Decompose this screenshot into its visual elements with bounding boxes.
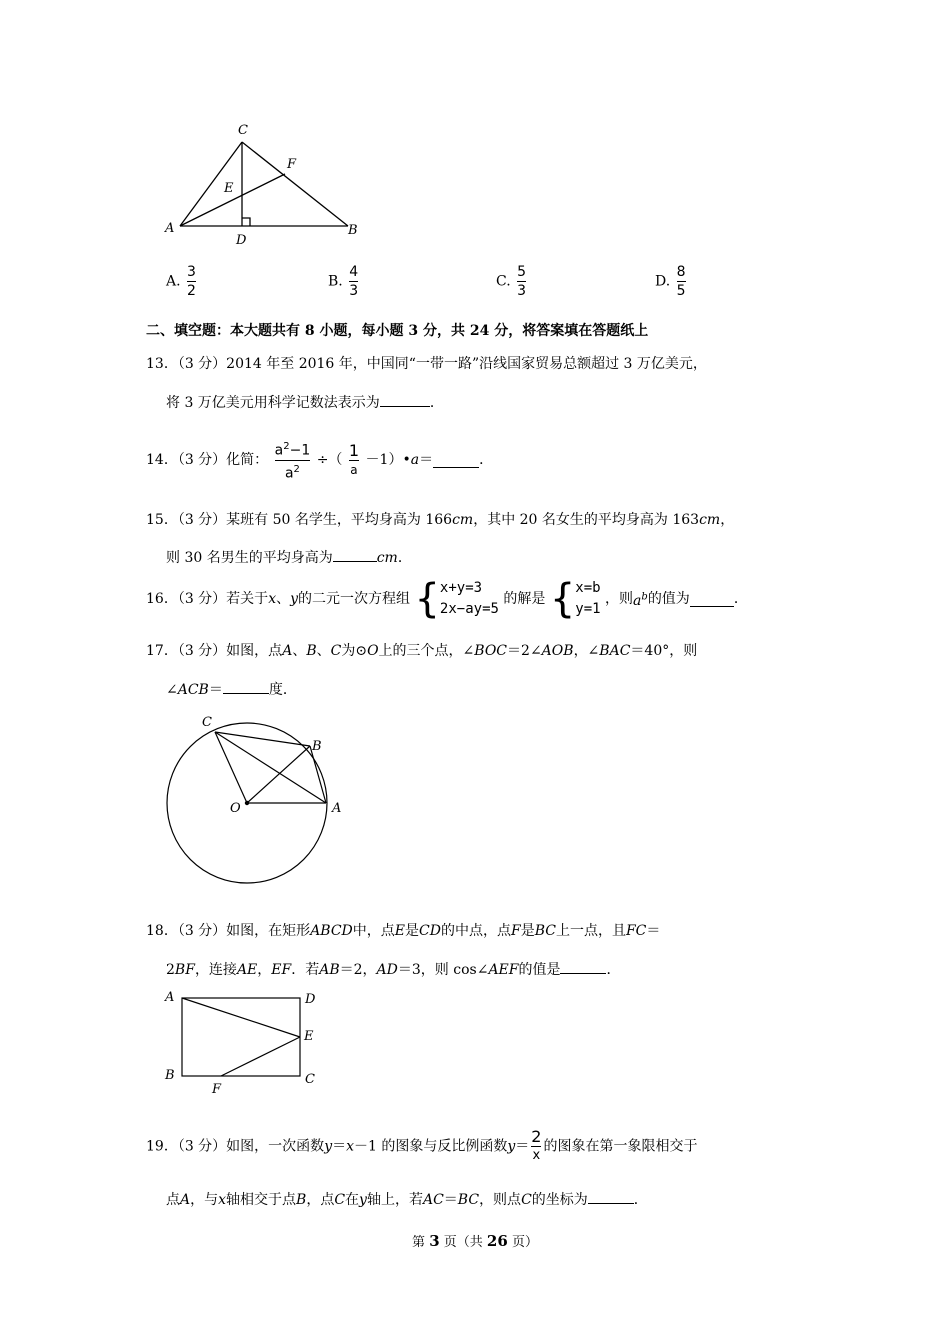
q12-option-a[interactable]: A. $\frac{3}{2}$: [166, 264, 196, 299]
q18-line1: 18．（3 分）如图，在矩形ABCD中，点E是CD的中点，点F是BC上一点，且FC＝: [146, 923, 661, 939]
fig18-label-a: A: [165, 990, 175, 1005]
q15-line1: 15．（3 分）某班有 50 名学生，平均身高为 166cm，其中 20 名女生的平均身高为 163cm，: [146, 512, 735, 528]
q19-line1: 19．（3 分）如图，一次函数y＝x－1 的图象与反比例函数y＝ $\frac{2}{x}$ 的图象在第一象限相交于: [146, 1127, 698, 1163]
fig18-label-f: F: [212, 1082, 222, 1097]
footer-page-number: 3: [429, 1232, 440, 1250]
q14-answer-blank[interactable]: [433, 453, 479, 468]
q17-line1: 17．（3 分）如图，点A、B、C为⊙O上的三个点，∠BOC＝2∠AOB，∠BAC＝40°，则: [146, 643, 698, 659]
fig12-label-f: F: [287, 157, 297, 172]
footer-total-pages: 26: [486, 1232, 508, 1250]
q14-line: 14．（3 分）化简： $\frac{a^2-1}{a^2}$ ÷（ $\frac{1}{a}$ －1）•a＝ ．: [146, 440, 494, 482]
fig18-label-c: C: [305, 1072, 315, 1087]
q12-option-b[interactable]: B. $\frac{4}{3}$: [328, 264, 359, 299]
fig12-label-b: B: [348, 223, 358, 238]
q15-answer-blank[interactable]: [333, 547, 377, 562]
fig17-label-c: C: [202, 715, 212, 730]
fig12-label-a: A: [165, 221, 175, 236]
page-footer: 第 3 页（共 26 页）: [412, 1232, 538, 1250]
fig18-label-b: B: [165, 1068, 175, 1083]
q17-line2: ∠ACB＝ 度．: [166, 679, 297, 700]
q16-solution-system: { x=b y=1: [549, 576, 601, 622]
q12-option-c[interactable]: C. $\frac{5}{3}$: [496, 264, 527, 299]
fig17-label-o: O: [230, 801, 241, 816]
q13-line2: 将 3 万亿美元用科学记数法表示为 ．: [166, 392, 444, 413]
q15-line2: 则 30 名男生的平均身高为 cm．: [166, 547, 412, 568]
q12-option-d[interactable]: D. $\frac{8}{5}$: [655, 264, 686, 299]
figure-q18-rectangle: [160, 985, 330, 1097]
fig18-label-e: E: [304, 1029, 314, 1044]
q16-equation-system: { x+y=3 2x−ay=5: [414, 576, 499, 622]
fig18-label-d: D: [305, 992, 316, 1007]
fig17-label-b: B: [312, 739, 322, 754]
q18-answer-blank[interactable]: [560, 959, 606, 974]
figure-q17-circle: [160, 710, 360, 890]
q13-answer-blank[interactable]: [380, 392, 430, 407]
q13-line1: 13．（3 分）2014 年至 2016 年，中国同“一带一路”沿线国家贸易总额超过 3 万亿美元，: [146, 356, 707, 372]
fig12-label-c: C: [238, 123, 248, 138]
q16-line: 16．（3 分）若关于x、y的二元一次方程组 { x+y=3 2x−ay=5 的解是 { x=b y=1 ，则$a^b$的值为 ．: [146, 576, 748, 622]
section-heading: 二、填空题：本大题共有 8 小题，每小题 3 分，共 24 分，将答案填在答题纸上: [146, 323, 649, 339]
figure-q12-triangle: [160, 118, 370, 248]
q17-answer-blank[interactable]: [223, 679, 269, 694]
fig12-label-e: E: [224, 181, 234, 196]
fig17-label-a: A: [332, 801, 342, 816]
q19-answer-blank[interactable]: [588, 1189, 634, 1204]
q18-line2: 2BF，连接AE，EF．若AB＝2，AD＝3，则 cos∠AEF的值是 ．: [166, 959, 620, 980]
fig12-label-d: D: [236, 233, 247, 248]
q16-answer-blank[interactable]: [690, 592, 734, 607]
q19-line2: 点A，与x轴相交于点B，点C在y轴上，若AC＝BC，则点C的坐标为 ．: [166, 1189, 648, 1210]
